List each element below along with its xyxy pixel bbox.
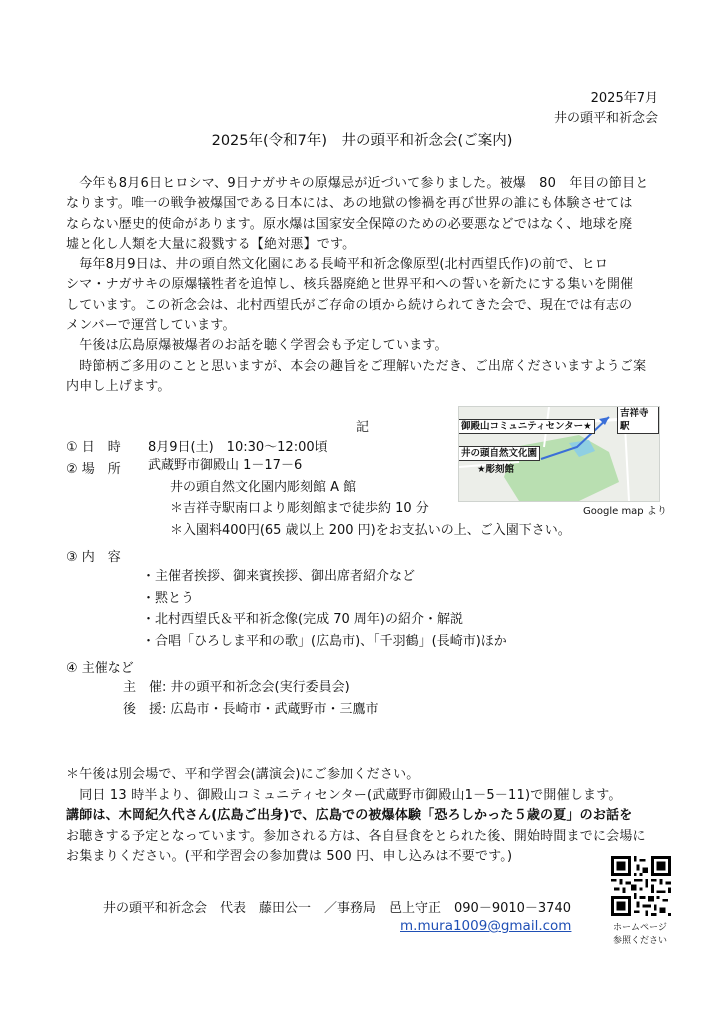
- map-label-park: 井の頭自然文化園: [458, 446, 540, 461]
- contact-line: 井の頭平和祈念会 代表 藤田公一 ／事務局 邑上守正 090－9010－3740: [103, 901, 571, 916]
- qr-caption-line-1: ホームページ: [613, 923, 667, 933]
- afternoon-line: ＊午後は別会場で、平和学習会(講演会)にご参加ください。: [66, 767, 420, 782]
- ki-heading: 記: [356, 420, 370, 435]
- place-address: 武蔵野市御殿山 1－17－6: [148, 458, 303, 473]
- intro-line: 時節柄ご多用のことと思いますが、本会の趣旨をご理解いただき、ご出席くださいますようご案: [66, 358, 647, 374]
- organization-name: 井の頭平和祈念会: [553, 111, 658, 126]
- content-list: [142, 566, 507, 652]
- place-fee: ＊入園料400円(65 歳以上 200 円)をお支払いの上、ご入園下さい。: [170, 522, 571, 538]
- organizer-list: [123, 677, 379, 720]
- intro-line: なります。唯一の戦争被爆国である日本には、あの地獄の惨禍を再び世界の誰にも体験させては: [66, 196, 633, 212]
- list-item: ・北村西望氏＆平和祈念像(完成 70 周年)の紹介・解説: [142, 612, 463, 628]
- place-label: ② 場 所: [66, 462, 121, 477]
- datetime-value: 8月9日(土) 10:30～12:00頃: [148, 440, 328, 455]
- intro-line: ならない歴史的使命があります。原水爆は国家安全保障のための必要悪などではなく、地球を廃: [66, 216, 633, 232]
- qr-caption-line-2: 参照ください: [613, 936, 668, 946]
- access-map: [458, 406, 660, 502]
- supporter-line: 後 援: 広島市・長崎市・武蔵野市・三鷹市: [123, 701, 379, 717]
- afternoon-text: [66, 765, 658, 868]
- datetime-label: ① 日 時: [66, 440, 121, 455]
- intro-line: 墟と化し人類を大量に殺戮する【絶対悪】です。: [66, 236, 356, 252]
- intro-text: [66, 174, 658, 397]
- intro-line: メンバーで運営しています。: [66, 318, 236, 334]
- page-title: 2025年(令和7年) 井の頭平和祈念会(ご案内): [211, 133, 513, 149]
- map-label-sculpture-hall: ★彫刻館: [477, 464, 515, 475]
- place-venue: 井の頭自然文化園内彫刻館 A 館: [170, 479, 357, 495]
- intro-line: しています。この祈念会は、北村西望氏がご存命の頃から続けられてきた会で、現在では有志の: [66, 297, 633, 313]
- map-label-community-center: 御殿山コミュニティセンター★: [458, 419, 595, 434]
- list-item: ・合唱「ひろしま平和の歌」(広島市)、「千羽鶴」(長崎市)ほか: [142, 633, 507, 649]
- intro-line: 毎年8月9日は、井の頭自然文化園にある長崎平和祈念像原型(北村西望氏作)の前で、ヒロ: [66, 257, 609, 273]
- afternoon-line: お聴きする予定となっています。参加される方は、各自昼食をとられた後、開始時間までに会場に: [66, 828, 646, 844]
- organizer-label: ④ 主催など: [66, 661, 134, 676]
- afternoon-line: 同日 13 時半より、御殿山コミュニティセンター(武蔵野市御殿山1－5－11)で開催します。: [66, 787, 622, 803]
- organizer-line: 主 催: 井の頭平和祈念会(実行委員会): [123, 680, 350, 695]
- intro-line: シマ・ナガサキの原爆犠牲者を追悼し、核兵器廃絶と世界平和への誓いを新たにする集いを開催: [66, 277, 634, 293]
- email-link[interactable]: m.mura1009@gmail.com: [400, 918, 572, 934]
- map-credit: Google map より: [583, 506, 667, 517]
- content-label: ③ 内 容: [66, 550, 121, 565]
- list-item: ・黙とう: [142, 590, 195, 606]
- intro-line: 午後は広島原爆被爆者のお話を聴く学習会も予定しています。: [66, 338, 448, 354]
- intro-line: 今年も8月6日ヒロシマ、9日ナガサキの原爆忌が近づいて参りました。被爆 80 年目の節目と: [66, 176, 649, 191]
- afternoon-line: 講師は、木岡紀久代さん(広島ご出身)で、広島での被爆体験「恐ろしかった５歳の夏」のお話を: [66, 808, 633, 824]
- afternoon-line: お集まりください。(平和学習会の参加費は 500 円、申し込みは不要です。): [66, 849, 513, 865]
- list-item: ・主催者挨拶、御来賓挨拶、御出席者紹介など: [142, 569, 416, 584]
- place-access: ＊吉祥寺駅南口より彫刻館まで徒歩約 10 分: [170, 501, 429, 517]
- intro-line: 内申し上げます。: [66, 378, 171, 394]
- map-label-station: 吉祥寺駅: [617, 406, 659, 434]
- qr-code[interactable]: [611, 856, 671, 916]
- document-date: 2025年7月: [590, 91, 658, 106]
